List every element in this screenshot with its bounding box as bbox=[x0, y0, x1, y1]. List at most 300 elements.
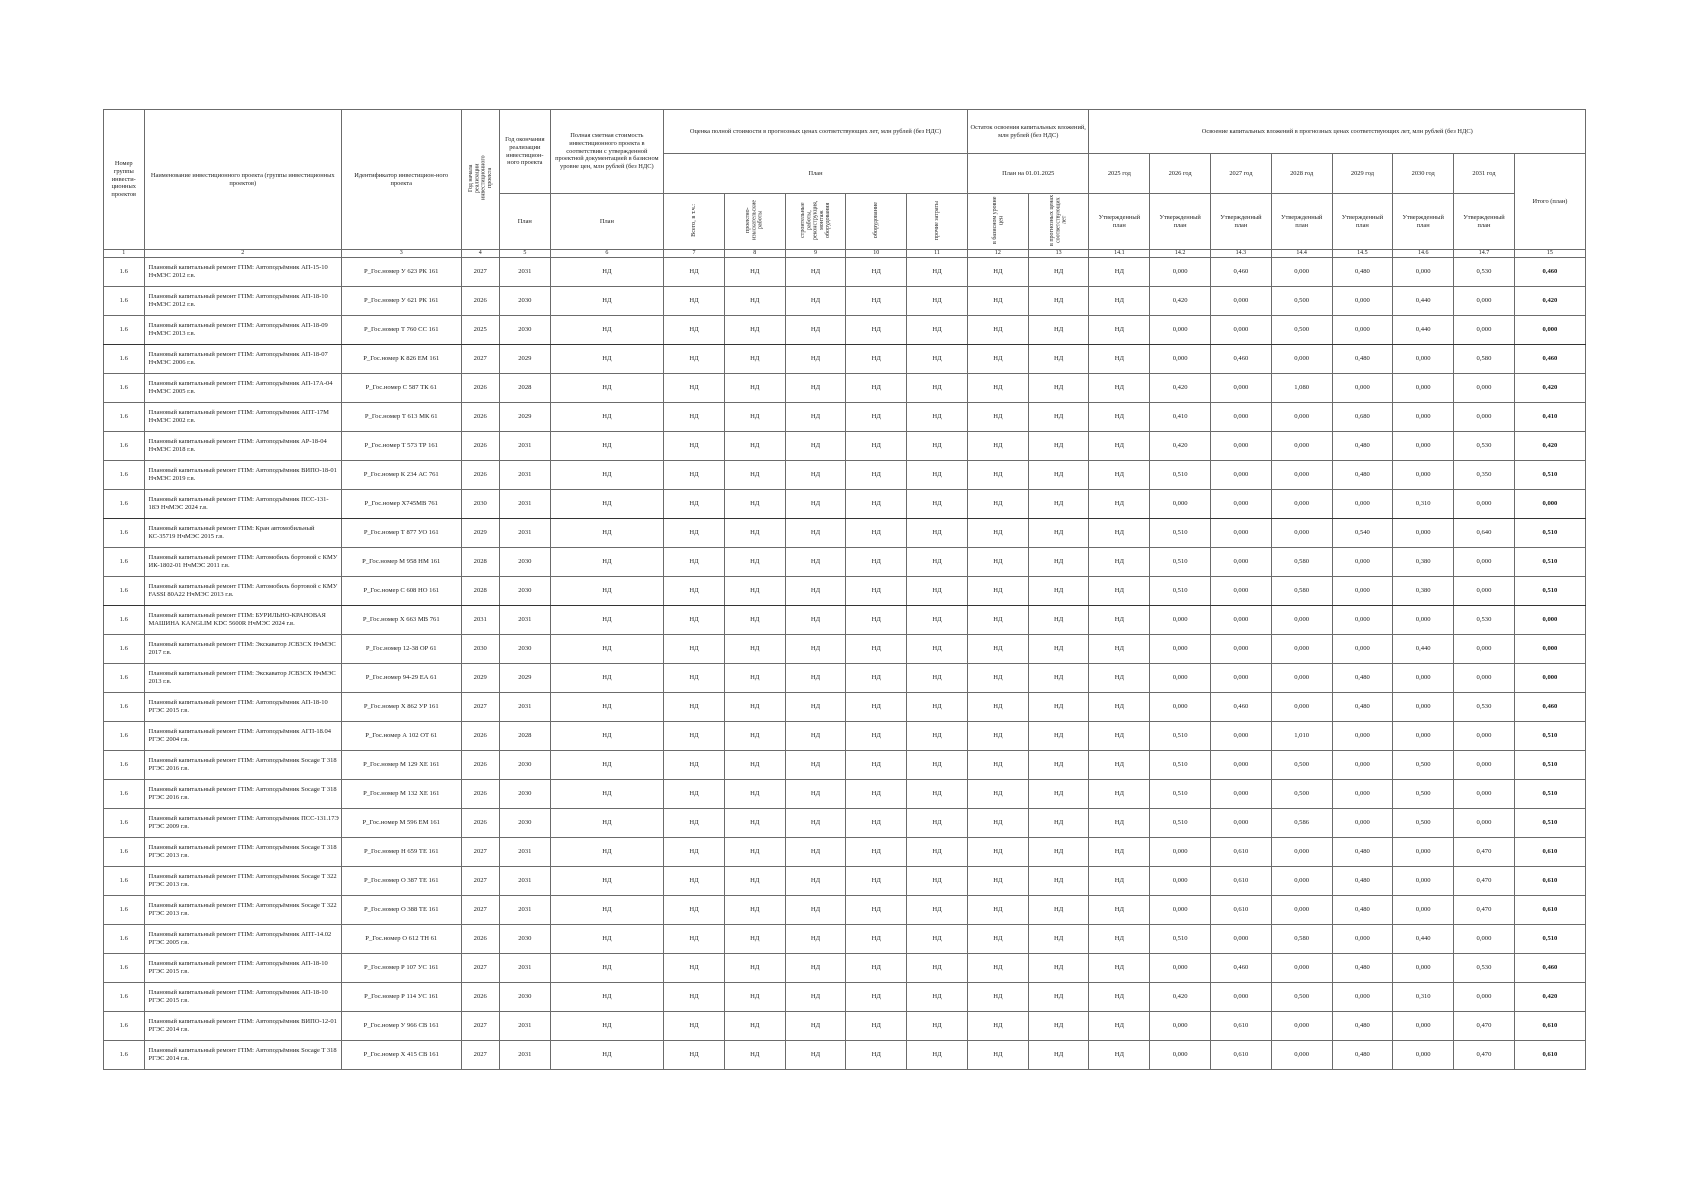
nd-cell: НД bbox=[664, 461, 725, 490]
group-number-cell: 1.6 bbox=[104, 1012, 145, 1041]
nd-cell: НД bbox=[785, 432, 846, 461]
total-cell: 0,510 bbox=[1514, 751, 1585, 780]
header-annual-group: Освоение капитальных вложений в прогнозных ценах соответствующих лет, млн рублей (без НДС) bbox=[1089, 110, 1586, 154]
nd-cell: НД bbox=[967, 693, 1028, 722]
nd-cell: НД bbox=[967, 548, 1028, 577]
group-number-cell: 1.6 bbox=[104, 258, 145, 287]
year-value-cell: 0,000 bbox=[1150, 867, 1211, 896]
column-number: 14.1 bbox=[1089, 250, 1150, 258]
group-number-cell: 1.6 bbox=[104, 287, 145, 316]
nd-cell: НД bbox=[907, 345, 968, 374]
year-value-cell: 0,000 bbox=[1454, 316, 1515, 345]
nd-cell: НД bbox=[724, 432, 785, 461]
year-value-cell: 0,510 bbox=[1150, 519, 1211, 548]
table-row bbox=[104, 287, 1586, 316]
nd-cell: НД bbox=[967, 664, 1028, 693]
table-row bbox=[104, 1041, 1586, 1070]
year-value-cell: 0,580 bbox=[1271, 925, 1332, 954]
table-row bbox=[104, 780, 1586, 809]
nd-cell: НД bbox=[846, 954, 907, 983]
project-name-cell: Плановый капитальный ремонт ГПМ: Экскаватор JCB3CX НчМЭС 2017 г.в. bbox=[144, 635, 342, 664]
year-value-cell: 0,530 bbox=[1454, 258, 1515, 287]
year-value-cell: 0,000 bbox=[1393, 1012, 1454, 1041]
year-value-cell: 0,000 bbox=[1332, 809, 1393, 838]
nd-cell: НД bbox=[846, 867, 907, 896]
nd-cell: НД bbox=[724, 838, 785, 867]
year-value-cell: 0,000 bbox=[1332, 635, 1393, 664]
nd-cell: НД bbox=[724, 635, 785, 664]
project-id-cell: P_Гос.номер Х 415 СВ 161 bbox=[342, 1041, 462, 1070]
total-cell: 0,460 bbox=[1514, 258, 1585, 287]
year-value-cell: 0,510 bbox=[1150, 925, 1211, 954]
header-estimate-plan: План bbox=[550, 194, 663, 250]
year-value-cell: 0,000 bbox=[1393, 722, 1454, 751]
nd-cell: НД bbox=[724, 287, 785, 316]
year-value-cell: 0,000 bbox=[1393, 954, 1454, 983]
start-year-cell: 2026 bbox=[461, 751, 499, 780]
total-cell: 0,510 bbox=[1514, 519, 1585, 548]
end-year-cell: 2031 bbox=[500, 1012, 551, 1041]
nd-cell: НД bbox=[846, 780, 907, 809]
year-value-cell: НД bbox=[1089, 635, 1150, 664]
year-value-cell: 0,000 bbox=[1271, 461, 1332, 490]
nd-cell: НД bbox=[664, 403, 725, 432]
nd-cell: НД bbox=[785, 954, 846, 983]
estimate-cost-cell: НД bbox=[550, 896, 663, 925]
nd-cell: НД bbox=[846, 548, 907, 577]
year-value-cell: НД bbox=[1089, 809, 1150, 838]
group-number-cell: 1.6 bbox=[104, 461, 145, 490]
year-value-cell: 0,000 bbox=[1332, 983, 1393, 1012]
year-value-cell: 0,000 bbox=[1393, 519, 1454, 548]
year-value-cell: 0,530 bbox=[1454, 693, 1515, 722]
year-value-cell: 0,510 bbox=[1150, 751, 1211, 780]
start-year-cell: 2026 bbox=[461, 403, 499, 432]
year-value-cell: 0,000 bbox=[1211, 287, 1272, 316]
project-id-cell: P_Гос.номер Х 862 УР 161 bbox=[342, 693, 462, 722]
year-value-cell: 0,000 bbox=[1211, 925, 1272, 954]
end-year-cell: 2028 bbox=[500, 722, 551, 751]
column-number: 7 bbox=[664, 250, 725, 258]
nd-cell: НД bbox=[1028, 606, 1089, 635]
year-value-cell: 0,680 bbox=[1332, 403, 1393, 432]
year-value-cell: 0,000 bbox=[1211, 403, 1272, 432]
table-row bbox=[104, 954, 1586, 983]
year-value-cell: 0,000 bbox=[1332, 780, 1393, 809]
year-value-cell: 0,000 bbox=[1271, 432, 1332, 461]
nd-cell: НД bbox=[785, 867, 846, 896]
year-value-cell: 0,000 bbox=[1150, 606, 1211, 635]
total-cell: 0,420 bbox=[1514, 983, 1585, 1012]
nd-cell: НД bbox=[907, 432, 968, 461]
estimate-cost-cell: НД bbox=[550, 287, 663, 316]
nd-cell: НД bbox=[967, 287, 1028, 316]
year-value-cell: 0,000 bbox=[1271, 954, 1332, 983]
group-number-cell: 1.6 bbox=[104, 316, 145, 345]
start-year-cell: 2031 bbox=[461, 606, 499, 635]
total-cell: 0,510 bbox=[1514, 577, 1585, 606]
nd-cell: НД bbox=[724, 490, 785, 519]
header-approved-2030: Утвержденный план bbox=[1393, 194, 1454, 250]
end-year-cell: 2029 bbox=[500, 345, 551, 374]
group-number-cell: 1.6 bbox=[104, 896, 145, 925]
end-year-cell: 2030 bbox=[500, 548, 551, 577]
year-value-cell: 0,000 bbox=[1271, 345, 1332, 374]
header-year-2029: 2029 год bbox=[1332, 154, 1393, 194]
group-number-cell: 1.6 bbox=[104, 577, 145, 606]
nd-cell: НД bbox=[1028, 664, 1089, 693]
group-number-cell: 1.6 bbox=[104, 751, 145, 780]
total-cell: 0,460 bbox=[1514, 693, 1585, 722]
total-cell: 0,510 bbox=[1514, 925, 1585, 954]
year-value-cell: 0,500 bbox=[1393, 751, 1454, 780]
header-design-works: проектно-изыскательские работы bbox=[724, 194, 785, 250]
nd-cell: НД bbox=[724, 867, 785, 896]
header-total: Итого (план) bbox=[1514, 154, 1585, 250]
year-value-cell: 0,000 bbox=[1454, 664, 1515, 693]
table-row bbox=[104, 925, 1586, 954]
start-year-cell: 2030 bbox=[461, 635, 499, 664]
project-name-cell: Плановый капитальный ремонт ГПМ: Автоподъёмник Socage T 318 РГЭС 2016 г.в. bbox=[144, 780, 342, 809]
total-cell: 0,420 bbox=[1514, 287, 1585, 316]
nd-cell: НД bbox=[664, 983, 725, 1012]
year-value-cell: 0,480 bbox=[1332, 461, 1393, 490]
estimate-cost-cell: НД bbox=[550, 780, 663, 809]
year-value-cell: 0,586 bbox=[1271, 809, 1332, 838]
nd-cell: НД bbox=[785, 316, 846, 345]
project-id-cell: P_Гос.номер 94-29 ЕА 61 bbox=[342, 664, 462, 693]
table-row bbox=[104, 461, 1586, 490]
estimate-cost-cell: НД bbox=[550, 867, 663, 896]
nd-cell: НД bbox=[785, 548, 846, 577]
nd-cell: НД bbox=[664, 519, 725, 548]
nd-cell: НД bbox=[724, 345, 785, 374]
year-value-cell: 0,500 bbox=[1271, 780, 1332, 809]
year-value-cell: 0,000 bbox=[1393, 838, 1454, 867]
nd-cell: НД bbox=[967, 1041, 1028, 1070]
year-value-cell: 0,000 bbox=[1271, 664, 1332, 693]
nd-cell: НД bbox=[907, 548, 968, 577]
nd-cell: НД bbox=[724, 403, 785, 432]
table-row bbox=[104, 345, 1586, 374]
nd-cell: НД bbox=[1028, 1012, 1089, 1041]
total-cell: 0,510 bbox=[1514, 722, 1585, 751]
table-row bbox=[104, 374, 1586, 403]
nd-cell: НД bbox=[967, 635, 1028, 664]
end-year-cell: 2030 bbox=[500, 287, 551, 316]
year-value-cell: 0,500 bbox=[1393, 780, 1454, 809]
nd-cell: НД bbox=[907, 287, 968, 316]
nd-cell: НД bbox=[1028, 519, 1089, 548]
nd-cell: НД bbox=[664, 838, 725, 867]
end-year-cell: 2031 bbox=[500, 432, 551, 461]
year-value-cell: 0,000 bbox=[1393, 693, 1454, 722]
start-year-cell: 2027 bbox=[461, 693, 499, 722]
estimate-cost-cell: НД bbox=[550, 258, 663, 287]
group-number-cell: 1.6 bbox=[104, 432, 145, 461]
header-plan: План bbox=[664, 154, 968, 194]
group-number-cell: 1.6 bbox=[104, 635, 145, 664]
nd-cell: НД bbox=[907, 809, 968, 838]
nd-cell: НД bbox=[1028, 838, 1089, 867]
nd-cell: НД bbox=[785, 635, 846, 664]
year-value-cell: 0,440 bbox=[1393, 925, 1454, 954]
header-approved-2025: Утвержденный план bbox=[1089, 194, 1150, 250]
column-number: 15 bbox=[1514, 250, 1585, 258]
year-value-cell: НД bbox=[1089, 606, 1150, 635]
group-number-cell: 1.6 bbox=[104, 867, 145, 896]
nd-cell: НД bbox=[785, 287, 846, 316]
header-full-cost-group: Оценка полной стоимости в прогнозных ценах соответствующих лет, млн рублей (без НДС) bbox=[664, 110, 968, 154]
column-number-row bbox=[104, 250, 1586, 258]
table-header bbox=[104, 110, 1586, 258]
group-number-cell: 1.6 bbox=[104, 664, 145, 693]
total-cell: 0,000 bbox=[1514, 635, 1585, 664]
nd-cell: НД bbox=[724, 606, 785, 635]
header-approved-2026: Утвержденный план bbox=[1150, 194, 1211, 250]
year-value-cell: 0,530 bbox=[1454, 954, 1515, 983]
year-value-cell: 0,000 bbox=[1332, 374, 1393, 403]
year-value-cell: 0,000 bbox=[1211, 374, 1272, 403]
year-value-cell: 0,000 bbox=[1271, 635, 1332, 664]
end-year-cell: 2031 bbox=[500, 606, 551, 635]
start-year-cell: 2027 bbox=[461, 896, 499, 925]
nd-cell: НД bbox=[785, 461, 846, 490]
table-row bbox=[104, 751, 1586, 780]
estimate-cost-cell: НД bbox=[550, 954, 663, 983]
year-value-cell: 0,000 bbox=[1454, 751, 1515, 780]
year-value-cell: 0,000 bbox=[1454, 548, 1515, 577]
year-value-cell: 0,000 bbox=[1454, 577, 1515, 606]
estimate-cost-cell: НД bbox=[550, 490, 663, 519]
nd-cell: НД bbox=[846, 403, 907, 432]
nd-cell: НД bbox=[785, 809, 846, 838]
end-year-cell: 2030 bbox=[500, 780, 551, 809]
column-number: 14.2 bbox=[1150, 250, 1211, 258]
nd-cell: НД bbox=[846, 635, 907, 664]
year-value-cell: 0,580 bbox=[1271, 548, 1332, 577]
year-value-cell: 0,000 bbox=[1211, 606, 1272, 635]
nd-cell: НД bbox=[846, 693, 907, 722]
year-value-cell: НД bbox=[1089, 1012, 1150, 1041]
year-value-cell: НД bbox=[1089, 838, 1150, 867]
year-value-cell: 0,480 bbox=[1332, 1012, 1393, 1041]
nd-cell: НД bbox=[785, 345, 846, 374]
nd-cell: НД bbox=[907, 751, 968, 780]
year-value-cell: 0,000 bbox=[1332, 490, 1393, 519]
year-value-cell: 0,000 bbox=[1393, 432, 1454, 461]
table-row bbox=[104, 722, 1586, 751]
estimate-cost-cell: НД bbox=[550, 461, 663, 490]
nd-cell: НД bbox=[785, 258, 846, 287]
column-number: 9 bbox=[785, 250, 846, 258]
nd-cell: НД bbox=[1028, 403, 1089, 432]
table-row bbox=[104, 403, 1586, 432]
estimate-cost-cell: НД bbox=[550, 345, 663, 374]
nd-cell: НД bbox=[724, 664, 785, 693]
total-cell: 0,000 bbox=[1514, 490, 1585, 519]
year-value-cell: НД bbox=[1089, 867, 1150, 896]
start-year-cell: 2028 bbox=[461, 548, 499, 577]
year-value-cell: НД bbox=[1089, 316, 1150, 345]
end-year-cell: 2029 bbox=[500, 664, 551, 693]
table-row bbox=[104, 664, 1586, 693]
nd-cell: НД bbox=[907, 635, 968, 664]
nd-cell: НД bbox=[967, 751, 1028, 780]
nd-cell: НД bbox=[967, 432, 1028, 461]
investment-table bbox=[103, 109, 1586, 1070]
year-value-cell: 1,010 bbox=[1271, 722, 1332, 751]
group-number-cell: 1.6 bbox=[104, 809, 145, 838]
nd-cell: НД bbox=[1028, 780, 1089, 809]
table-row bbox=[104, 316, 1586, 345]
year-value-cell: 0,000 bbox=[1211, 548, 1272, 577]
year-value-cell: 1,080 bbox=[1271, 374, 1332, 403]
end-year-cell: 2031 bbox=[500, 954, 551, 983]
table-row bbox=[104, 983, 1586, 1012]
header-equipment: оборудование bbox=[846, 194, 907, 250]
estimate-cost-cell: НД bbox=[550, 983, 663, 1012]
nd-cell: НД bbox=[785, 780, 846, 809]
table-row bbox=[104, 693, 1586, 722]
nd-cell: НД bbox=[907, 1012, 968, 1041]
year-value-cell: 0,000 bbox=[1211, 780, 1272, 809]
project-id-cell: P_Гос.номер С 587 ТК 61 bbox=[342, 374, 462, 403]
year-value-cell: НД bbox=[1089, 258, 1150, 287]
project-name-cell: Плановый капитальный ремонт ГПМ: Экскаватор JCB3CX НчМЭС 2013 г.в. bbox=[144, 664, 342, 693]
project-name-cell: Плановый капитальный ремонт ГПМ: Автоподъёмник ПСС-131-18Э НчМЭС 2024 г.в. bbox=[144, 490, 342, 519]
estimate-cost-cell: НД bbox=[550, 519, 663, 548]
end-year-cell: 2031 bbox=[500, 519, 551, 548]
year-value-cell: 0,000 bbox=[1332, 751, 1393, 780]
project-id-cell: P_Гос.номер М 129 ХЕ 161 bbox=[342, 751, 462, 780]
nd-cell: НД bbox=[1028, 316, 1089, 345]
group-number-cell: 1.6 bbox=[104, 983, 145, 1012]
nd-cell: НД bbox=[785, 490, 846, 519]
start-year-cell: 2026 bbox=[461, 374, 499, 403]
nd-cell: НД bbox=[1028, 461, 1089, 490]
header-year-2026: 2026 год bbox=[1150, 154, 1211, 194]
column-number: 4 bbox=[461, 250, 499, 258]
nd-cell: НД bbox=[967, 519, 1028, 548]
header-year-2031: 2031 год bbox=[1454, 154, 1515, 194]
start-year-cell: 2029 bbox=[461, 519, 499, 548]
nd-cell: НД bbox=[967, 403, 1028, 432]
year-value-cell: 0,000 bbox=[1150, 258, 1211, 287]
year-value-cell: 0,000 bbox=[1150, 954, 1211, 983]
nd-cell: НД bbox=[1028, 374, 1089, 403]
nd-cell: НД bbox=[846, 258, 907, 287]
nd-cell: НД bbox=[664, 693, 725, 722]
total-cell: 0,000 bbox=[1514, 606, 1585, 635]
column-number: 10 bbox=[846, 250, 907, 258]
year-value-cell: 0,480 bbox=[1332, 896, 1393, 925]
end-year-cell: 2031 bbox=[500, 693, 551, 722]
nd-cell: НД bbox=[846, 1041, 907, 1070]
year-value-cell: 0,460 bbox=[1211, 954, 1272, 983]
year-value-cell: 0,000 bbox=[1150, 896, 1211, 925]
year-value-cell: 0,000 bbox=[1393, 1041, 1454, 1070]
year-value-cell: 0,000 bbox=[1271, 606, 1332, 635]
year-value-cell: 0,470 bbox=[1454, 867, 1515, 896]
project-name-cell: Плановый капитальный ремонт ГПМ: Автоподъёмник ВИПО-18-01 НчМЭС 2019 г.в. bbox=[144, 461, 342, 490]
nd-cell: НД bbox=[1028, 867, 1089, 896]
end-year-cell: 2030 bbox=[500, 577, 551, 606]
nd-cell: НД bbox=[724, 896, 785, 925]
year-value-cell: 0,510 bbox=[1150, 577, 1211, 606]
nd-cell: НД bbox=[1028, 432, 1089, 461]
nd-cell: НД bbox=[785, 838, 846, 867]
end-year-cell: 2029 bbox=[500, 403, 551, 432]
column-number: 1 bbox=[104, 250, 145, 258]
header-plan-on-date: План на 01.01.2025 bbox=[967, 154, 1089, 194]
year-value-cell: 0,480 bbox=[1332, 258, 1393, 287]
project-name-cell: Плановый капитальный ремонт ГПМ: Автоподъёмник АП-18-09 НчМЭС 2013 г.в. bbox=[144, 316, 342, 345]
project-name-cell: Плановый капитальный ремонт ГПМ: Автоподъёмник АП-18-10 РГЭС 2015 г.в. bbox=[144, 693, 342, 722]
total-cell: 0,000 bbox=[1514, 316, 1585, 345]
year-value-cell: НД bbox=[1089, 925, 1150, 954]
table-body bbox=[104, 258, 1586, 1070]
end-year-cell: 2031 bbox=[500, 867, 551, 896]
estimate-cost-cell: НД bbox=[550, 751, 663, 780]
nd-cell: НД bbox=[967, 1012, 1028, 1041]
start-year-cell: 2027 bbox=[461, 867, 499, 896]
year-value-cell: 0,000 bbox=[1150, 1012, 1211, 1041]
start-year-cell: 2026 bbox=[461, 780, 499, 809]
year-value-cell: НД bbox=[1089, 287, 1150, 316]
nd-cell: НД bbox=[846, 519, 907, 548]
nd-cell: НД bbox=[664, 809, 725, 838]
year-value-cell: 0,000 bbox=[1393, 461, 1454, 490]
header-total-incl: Всего, в т.ч.: bbox=[664, 194, 725, 250]
column-number: 12 bbox=[967, 250, 1028, 258]
nd-cell: НД bbox=[967, 838, 1028, 867]
project-name-cell: Плановый капитальный ремонт ГПМ: Автоподъёмник Socage T 318 РГЭС 2014 г.в. bbox=[144, 1041, 342, 1070]
year-value-cell: 0,000 bbox=[1454, 490, 1515, 519]
nd-cell: НД bbox=[724, 519, 785, 548]
total-cell: 0,510 bbox=[1514, 780, 1585, 809]
year-value-cell: 0,000 bbox=[1211, 490, 1272, 519]
year-value-cell: 0,410 bbox=[1150, 403, 1211, 432]
group-number-cell: 1.6 bbox=[104, 490, 145, 519]
year-value-cell: 0,310 bbox=[1393, 983, 1454, 1012]
start-year-cell: 2027 bbox=[461, 1012, 499, 1041]
nd-cell: НД bbox=[724, 983, 785, 1012]
year-value-cell: 0,000 bbox=[1454, 403, 1515, 432]
column-number: 2 bbox=[144, 250, 342, 258]
project-name-cell: Плановый капитальный ремонт ГПМ: Автоподъёмник Socage T 318 РГЭС 2013 г.в. bbox=[144, 838, 342, 867]
start-year-cell: 2026 bbox=[461, 432, 499, 461]
group-number-cell: 1.6 bbox=[104, 403, 145, 432]
nd-cell: НД bbox=[1028, 345, 1089, 374]
year-value-cell: 0,460 bbox=[1211, 693, 1272, 722]
year-value-cell: 0,480 bbox=[1332, 838, 1393, 867]
nd-cell: НД bbox=[967, 983, 1028, 1012]
nd-cell: НД bbox=[664, 432, 725, 461]
nd-cell: НД bbox=[907, 722, 968, 751]
group-number-cell: 1.6 bbox=[104, 1041, 145, 1070]
nd-cell: НД bbox=[846, 983, 907, 1012]
table-row bbox=[104, 606, 1586, 635]
table-row bbox=[104, 432, 1586, 461]
nd-cell: НД bbox=[967, 461, 1028, 490]
start-year-cell: 2026 bbox=[461, 287, 499, 316]
year-value-cell: 0,000 bbox=[1150, 1041, 1211, 1070]
table-row bbox=[104, 577, 1586, 606]
project-id-cell: P_Гос.номер Т 760 СС 161 bbox=[342, 316, 462, 345]
estimate-cost-cell: НД bbox=[550, 925, 663, 954]
year-value-cell: 0,530 bbox=[1454, 432, 1515, 461]
